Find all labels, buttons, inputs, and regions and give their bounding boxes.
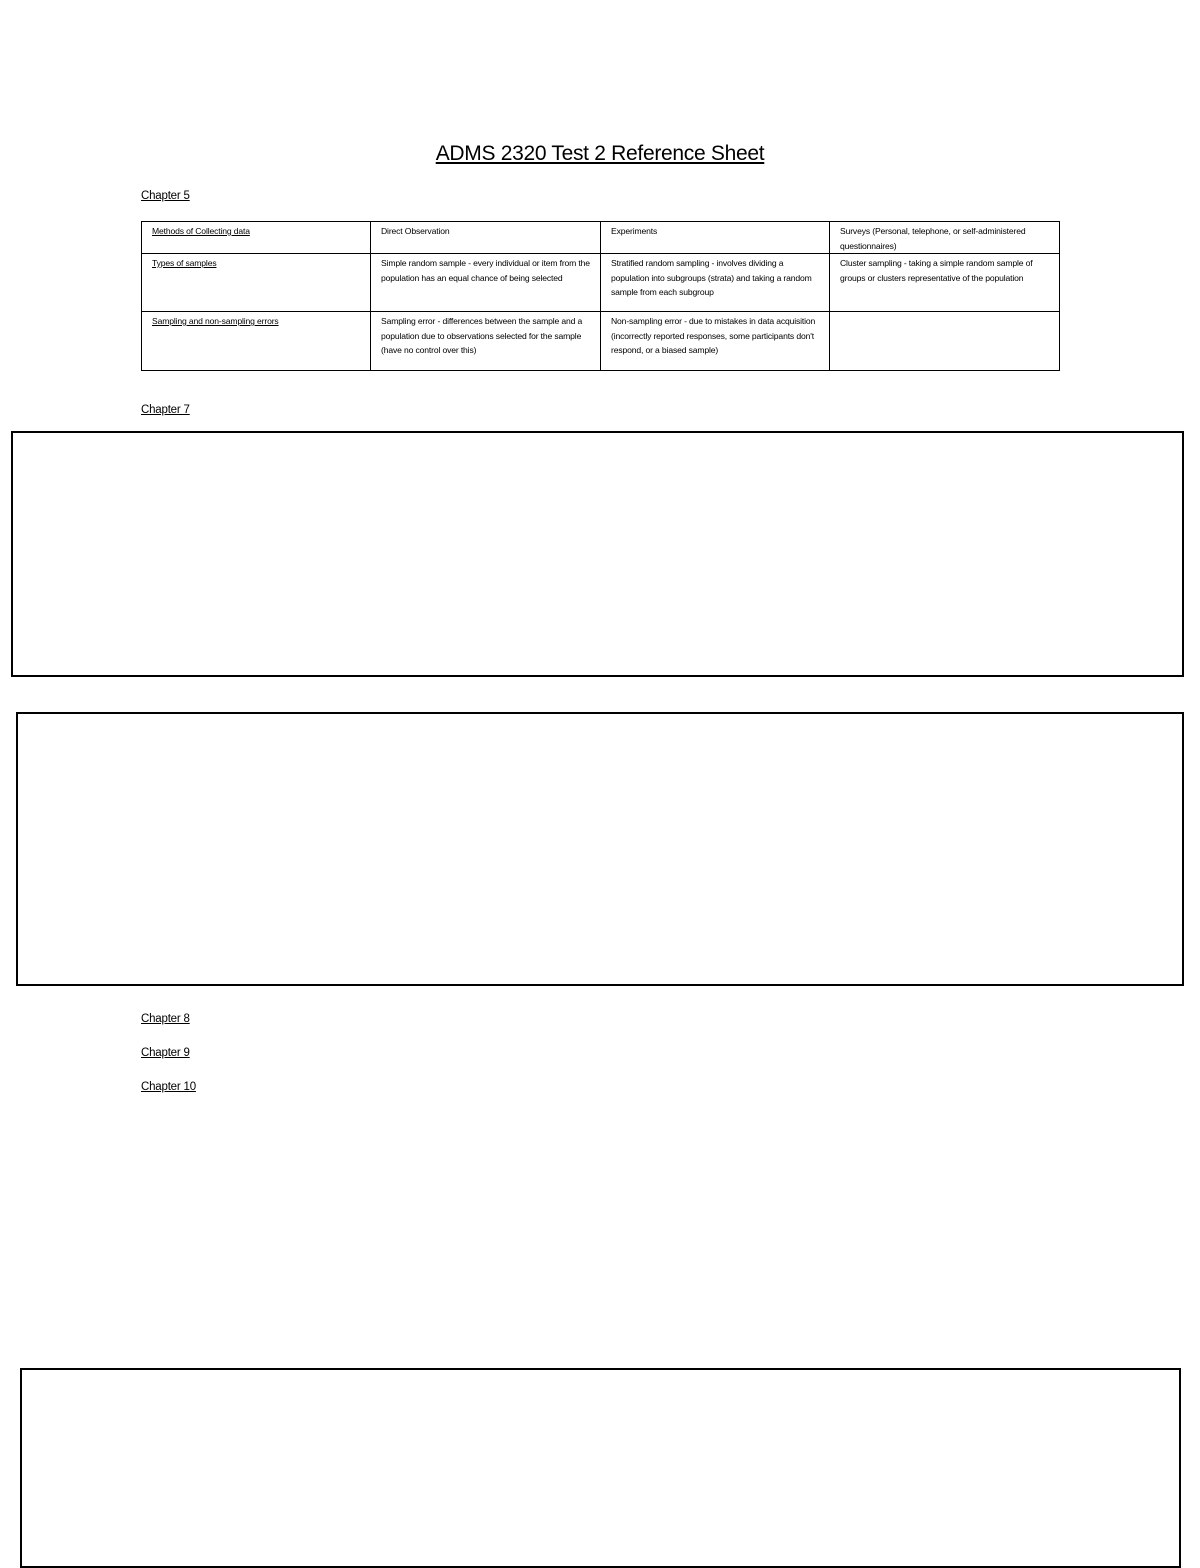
chapter-7-blank-box-2 <box>16 712 1184 986</box>
chapter-9-heading: Chapter 9 <box>141 1047 190 1059</box>
chapter-10-heading: Chapter 10 <box>141 1081 196 1093</box>
chapter-5-reference-table <box>141 221 1060 371</box>
row-header-methods: Methods of Collecting data <box>142 222 371 254</box>
chapter-7-heading: Chapter 7 <box>141 404 190 416</box>
table-cell-empty <box>830 312 1060 371</box>
table-row-methods <box>142 222 1060 254</box>
row-header-sample-types: Types of samples <box>142 254 371 312</box>
table-cell-sampling-error: Sampling error - differences between the sample and a population due to observations selected for the sample (have no control over this) <box>371 312 601 371</box>
table-cell-cluster-sampling: Cluster sampling - taking a simple random sample of groups or clusters representative of the population <box>830 254 1060 312</box>
table-row-errors <box>142 312 1060 371</box>
table-cell-direct-observation: Direct Observation <box>371 222 601 254</box>
page-title: ADMS 2320 Test 2 Reference Sheet <box>435 142 765 165</box>
table-cell-surveys: Surveys (Personal, telephone, or self-administered questionnaires) <box>830 222 1060 254</box>
table-cell-experiments: Experiments <box>601 222 830 254</box>
row-header-errors: Sampling and non-sampling errors <box>142 312 371 371</box>
bottom-blank-box <box>20 1368 1181 1568</box>
chapter-8-heading: Chapter 8 <box>141 1013 190 1025</box>
chapter-7-blank-box-1 <box>11 431 1184 677</box>
table-cell-non-sampling-error: Non-sampling error - due to mistakes in data acquisition (incorrectly reported responses, some participants don't respond, or a biased sample) <box>601 312 830 371</box>
chapter-5-heading: Chapter 5 <box>141 190 190 202</box>
table-row-sample-types <box>142 254 1060 312</box>
table-cell-stratified-sampling: Stratified random sampling - involves dividing a population into subgroups (strata) and taking a random sample from each subgroup <box>601 254 830 312</box>
table-cell-simple-random-sample: Simple random sample - every individual or item from the population has an equal chance of being selected <box>371 254 601 312</box>
